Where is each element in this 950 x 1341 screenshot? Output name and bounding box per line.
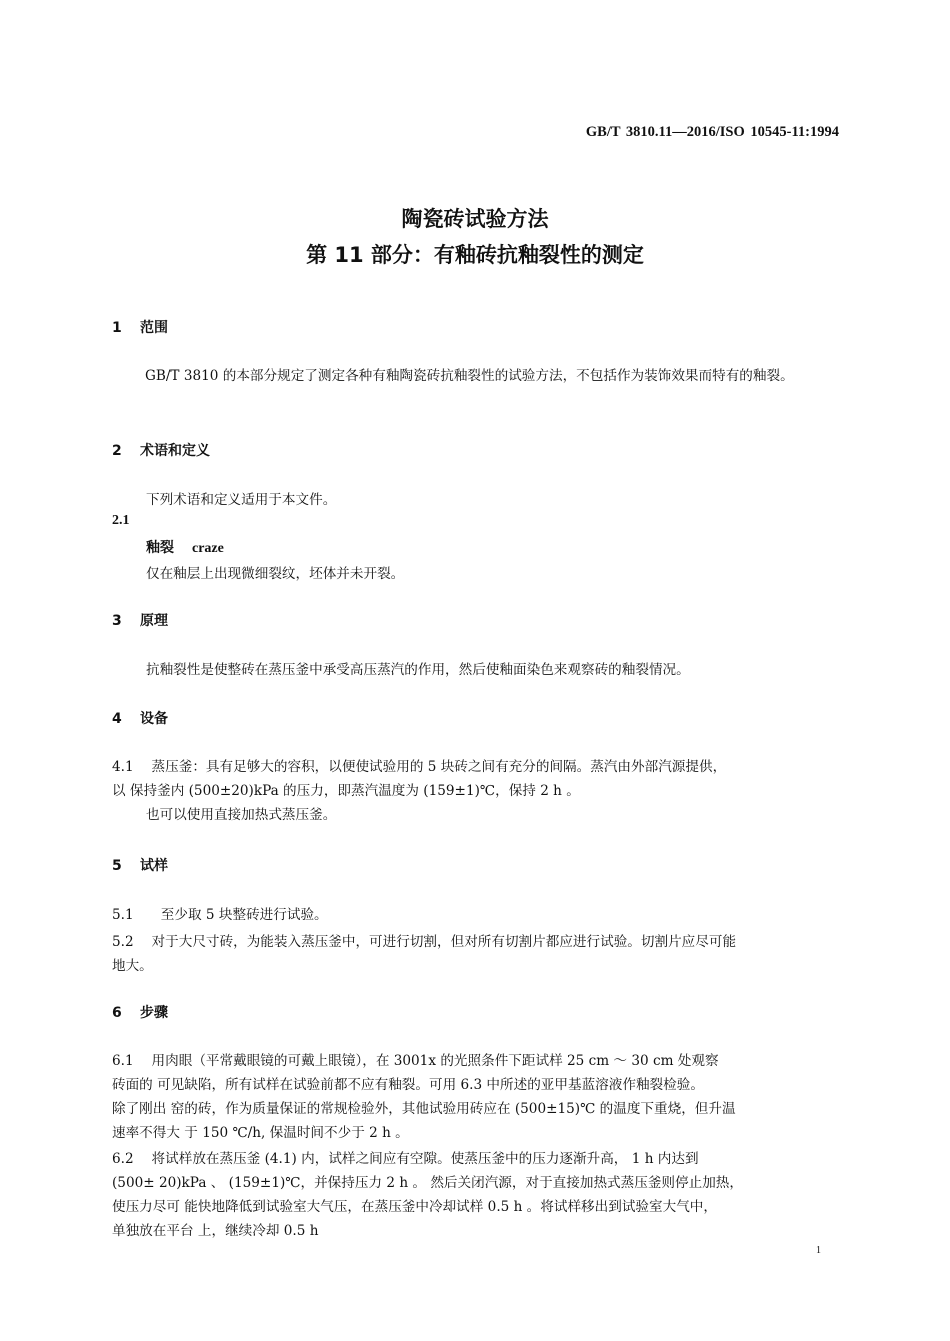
term-name-zh: 釉裂 (146, 540, 174, 556)
term-definition: 仅在釉层上出现微细裂纹，坯体并未开裂。 (146, 566, 405, 582)
section-3-heading (112, 610, 168, 630)
document-title: 陶瓷砖试验方法 (401, 207, 549, 231)
term-name (146, 537, 224, 557)
clause-6-1-line-4: 速率不得大 于 150 ℃/h, 保温时间不少于 2 h 。 (112, 1125, 409, 1141)
section-number: 6 (112, 1005, 122, 1021)
standard-number: GB/T 3810.11—2016/ISO 10545-11:1994 (585, 124, 839, 140)
clause-5-2-line-1: 5.2 对于大尺寸砖，为能装入蒸压釜中，可进行切割，但对所有切割片都应进行试验。切割片应尽可能 (112, 934, 737, 950)
clause-4-1-line-1: 4.1 蒸压釜：具有足够大的容积，以便使试验用的 5 块砖之间有充分的间隔。蒸汽由外部汽源提供， (112, 759, 727, 775)
section-number: 4 (112, 711, 122, 727)
clause-6-2-line-4: 单独放在平台 上，继续冷却 0.5 h (112, 1223, 319, 1239)
clause-6-2-line-2: (500± 20)kPa 、 (159±1)℃，并保持压力 2 h 。 然后关闭汽源，对于直接加热式蒸压釜则停止加热， (112, 1175, 743, 1191)
section-6-heading (112, 1002, 168, 1022)
section-2-heading (112, 440, 210, 460)
clause-6-1-line-1: 6.1 用肉眼（平常戴眼镜的可戴上眼镜），在 3001x 的光照条件下距试样 25 cm ～ 30 cm 处观察 (112, 1053, 719, 1069)
term-number: 2.1 (112, 513, 130, 528)
section-number: 1 (112, 320, 122, 336)
section-1-heading (112, 317, 168, 337)
term-name-en: craze (192, 541, 224, 556)
document-subtitle: 第 11 部分：有釉砖抗釉裂性的测定 (306, 243, 644, 267)
page-number: 1 (816, 1245, 821, 1256)
section-title: 术语和定义 (140, 443, 210, 459)
section-title: 范围 (140, 320, 168, 336)
section-number: 5 (112, 858, 122, 874)
section-number: 2 (112, 443, 122, 459)
section-4-heading (112, 708, 168, 728)
clause-6-1-line-3: 除了刚出 窑的砖，作为质量保证的常规检验外，其他试验用砖应在 (500±15)℃ 的温度下重烧，但升温 (112, 1101, 736, 1117)
clause-6-1-line-2: 砖面的 可见缺陷，所有试样在试验前都不应有釉裂。可用 6.3 中所述的亚甲基蓝溶液作釉裂检验。 (112, 1077, 704, 1093)
section-2-intro: 下列术语和定义适用于本文件。 (146, 492, 337, 508)
clause-6-2-line-3: 使压力尽可 能快地降低到试验室大气压，在蒸压釜中冷却试样 0.5 h 。将试样移出到试验室大气中， (112, 1199, 717, 1215)
section-title: 设备 (140, 711, 168, 727)
clause-5-2-line-2: 地大。 (112, 958, 153, 974)
clause-4-1-note: 也可以使用直接加热式蒸压釜。 (146, 807, 337, 823)
clause-5-1: 5.1 至少取 5 块整砖进行试验。 (112, 907, 328, 923)
section-number: 3 (112, 613, 122, 629)
clause-6-2-line-1: 6.2 将试样放在蒸压釜 (4.1) 内，试样之间应有空隙。使蒸压釜中的压力逐渐升高， 1 h 内达到 (112, 1151, 699, 1167)
section-title: 步骤 (140, 1005, 168, 1021)
clause-4-1-line-2: 以 保持釜内 (500±20)kPa 的压力，即蒸汽温度为 (159±1)℃，保持 2 h 。 (112, 783, 580, 799)
section-title: 原理 (140, 613, 168, 629)
section-3-paragraph: 抗釉裂性是使整砖在蒸压釜中承受高压蒸汽的作用，然后使釉面染色来观察砖的釉裂情况。 (146, 662, 690, 678)
section-title: 试样 (140, 858, 168, 874)
section-5-heading (112, 855, 168, 875)
section-1-paragraph: GB/T 3810 的本部分规定了测定各种有釉陶瓷砖抗釉裂性的试验方法，不包括作为装饰效果而特有的釉裂。 (145, 368, 794, 384)
